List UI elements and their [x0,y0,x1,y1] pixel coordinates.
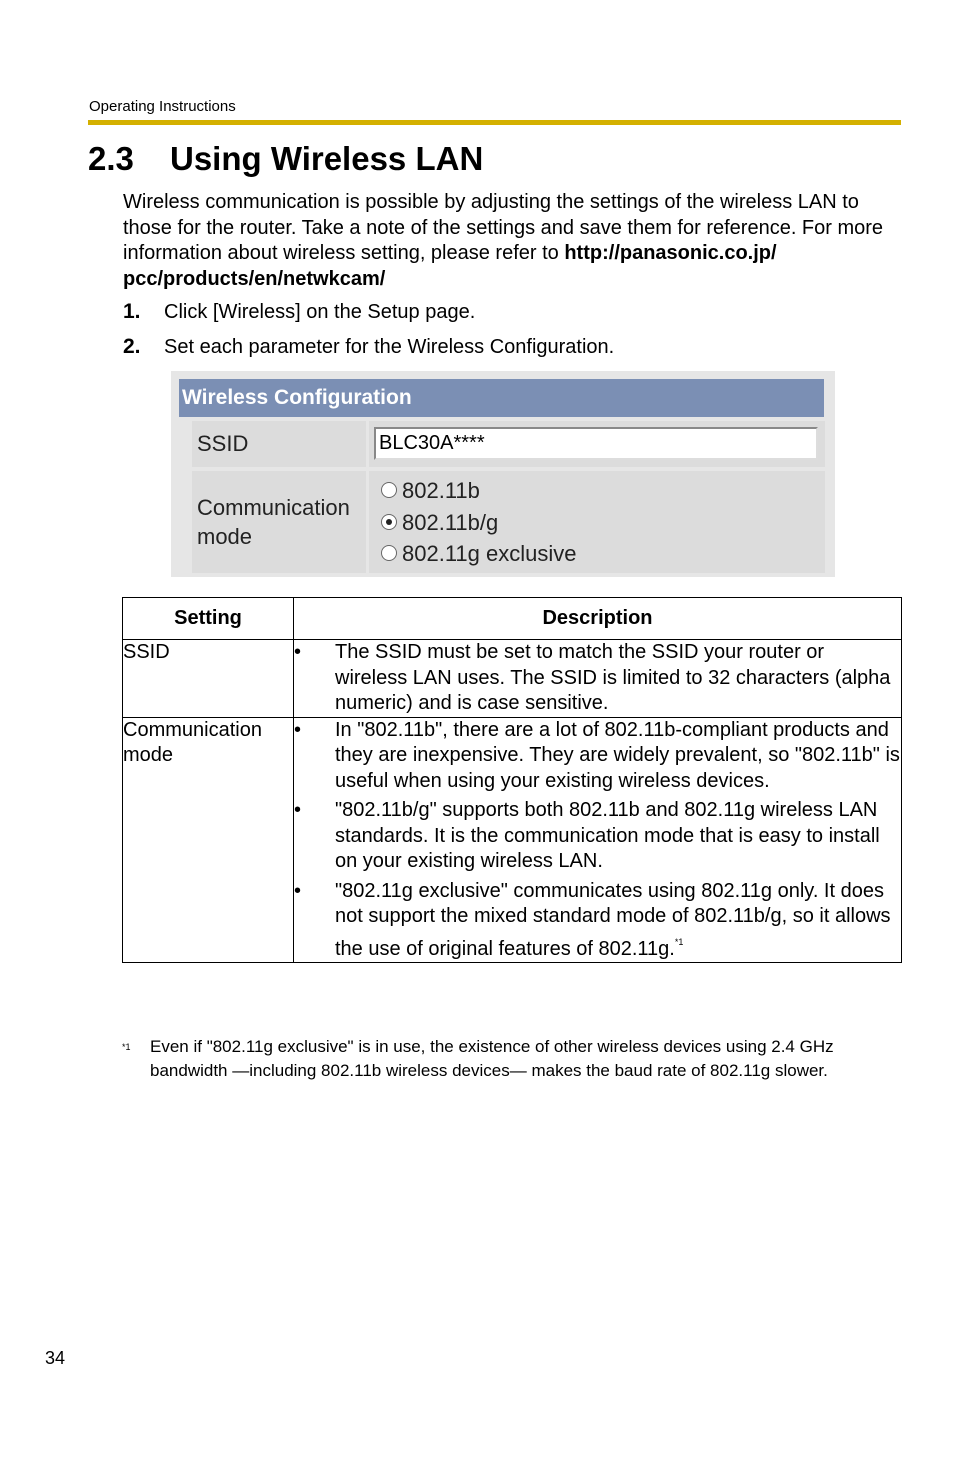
step-text: Set each parameter for the Wireless Configuration. [164,336,615,358]
description-cell [294,717,902,963]
step-number: 1. [123,300,141,323]
footnote-mark: *1 [122,1042,131,1052]
config-title: Wireless Configuration [179,379,824,417]
ssid-label: SSID [192,421,366,467]
section-number: 2.3 [88,140,134,177]
footnote-ref: *1 [674,936,684,947]
mode-label: Communication mode [192,471,366,573]
header-setting: Setting [123,598,294,640]
table-row [123,640,902,718]
list-item: • The SSID must be set to match the SSID your router or wireless LAN uses. The SSID is limited to 32 characters (alpha numeric) and is case sensitive. [294,641,891,714]
header-rule [88,120,901,125]
radio-unchecked-icon [381,545,397,561]
radio-80211b[interactable]: 802.11b [381,478,480,504]
settings-table [122,597,902,963]
step-text: Click [Wireless] on the Setup page. [164,301,476,323]
intro-text: Wireless communication is possible by adjusting the settings of the wireless LAN to those for the router. Take a note of the settings and save them for reference. For more information about wireless setting, please refer to [123,191,884,264]
description-cell [294,640,902,718]
radio-unchecked-icon [381,482,397,498]
support-link[interactable]: http://panasonic.co.jp/ pcc/products/en/netwkcam/ [123,242,777,290]
setting-cell: SSID [123,640,294,718]
wireless-config-screenshot [171,371,835,577]
step-1 [123,299,475,325]
running-header: Operating Instructions [89,98,236,115]
header-description: Description [294,598,902,640]
setting-cell: Communication mode [123,717,294,963]
list-item: • In "802.11b", there are a lot of 802.11b-compliant products and they are inexpensive. They are widely prevalent, so "802.11b" is useful when using your existing wireless devices. [294,718,900,792]
footnote [122,1035,902,1082]
page-number: 34 [45,1348,66,1368]
footnote-text: Even if "802.11g exclusive" is in use, the existence of other wireless devices using 2.4 GHz bandwidth —including 802.11b wireless devices— makes the baud rate of 802.11g slower. [150,1037,834,1080]
intro-paragraph [123,190,903,292]
radio-80211bg[interactable]: 802.11b/g [381,510,498,536]
list-item: • "802.11b/g" supports both 802.11b and 802.11g wireless LAN standards. It is the communication mode that is easy to install on your existing wireless LAN. [294,799,880,872]
section-title [88,140,483,178]
radio-checked-icon [381,514,397,530]
ssid-input[interactable]: BLC30A**** [374,427,818,460]
table-header-row [123,598,902,640]
step-2 [123,334,614,360]
list-item: • "802.11g exclusive" communicates using 802.11g only. It does not support the mixed standard mode of 802.11b/g, so it allows the use of original features of 802.11g.$^{*1}$ [294,879,891,960]
section-title-text: Using Wireless LAN [170,140,484,177]
radio-80211g-exclusive[interactable]: 802.11g exclusive [381,541,577,567]
step-number: 2. [123,335,141,358]
table-row [123,717,902,963]
